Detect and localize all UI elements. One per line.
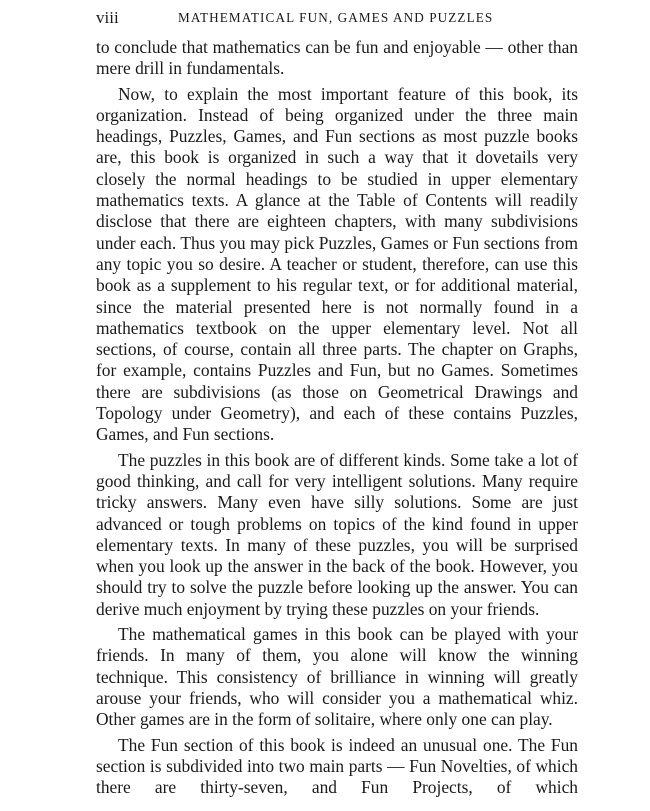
paragraph-continued: to conclude that mathematics can be fun and enjoyable — other than mere drill in fundamentals. bbox=[96, 37, 578, 79]
paragraph-fun-section: The Fun section of this book is indeed an unusual one. The Fun section is subdivided into two main parts — Fun Novelties, of which there are thirty-seven, and Fun Projects, of which bbox=[96, 734, 578, 798]
paragraph-games: The mathematical games in this book can be played with your friends. In many of them, you alone will know the winning technique. This consistency of brilliance in winning will greatly arouse your friends, who will consider you a mathematical whiz. Other games are in the form of solitaire, where only one can play. bbox=[96, 624, 578, 730]
body-text bbox=[96, 37, 578, 798]
paragraph-puzzles: The puzzles in this book are of different kinds. Some take a lot of good thinking, and call for very intelligent solutions. Many require tricky answers. Many even have silly solutions. Some are just advanced or tough problems on topics of the kind found in upper elementary texts. In many of these puzzles, you will be surprised when you look up the answer in the back of the book. However, you should try to solve the puzzle before looking up the answer. You can derive much enjoyment by trying these puzzles on your friends. bbox=[96, 449, 578, 619]
paragraph-organization: Now, to explain the most important feature of this book, its organization. Instead of being organized under the three main headings, Puzzles, Games, and Fun sections as most puzzle books are, this book is organized in such a way that it dovetails very closely the normal headings to be studied in upper elementary mathematics texts. A glance at the Table of Contents will readily disclose that there are eighteen chapters, with many subdivisions under each. Thus you may pick Puzzles, Games or Fun sections from any topic you so desire. A teacher or student, therefore, can use this book as a supplement to his regular text, or for additional material, since the material presented here is not normally found in a mathematics textbook on the upper elementary level. Not all sections, of course, contain all three parts. The chapter on Graphs, for example, contains Puzzles and Fun, but no Games. Sometimes there are subdivisions (as those on Geometrical Drawings and Topology under Geometry), and each of these contains Puzzles, Games, and Fun sections. bbox=[96, 83, 578, 445]
running-title: MATHEMATICAL FUN, GAMES AND PUZZLES bbox=[178, 10, 494, 25]
running-head bbox=[96, 8, 578, 30]
page-number: viii bbox=[96, 8, 119, 27]
